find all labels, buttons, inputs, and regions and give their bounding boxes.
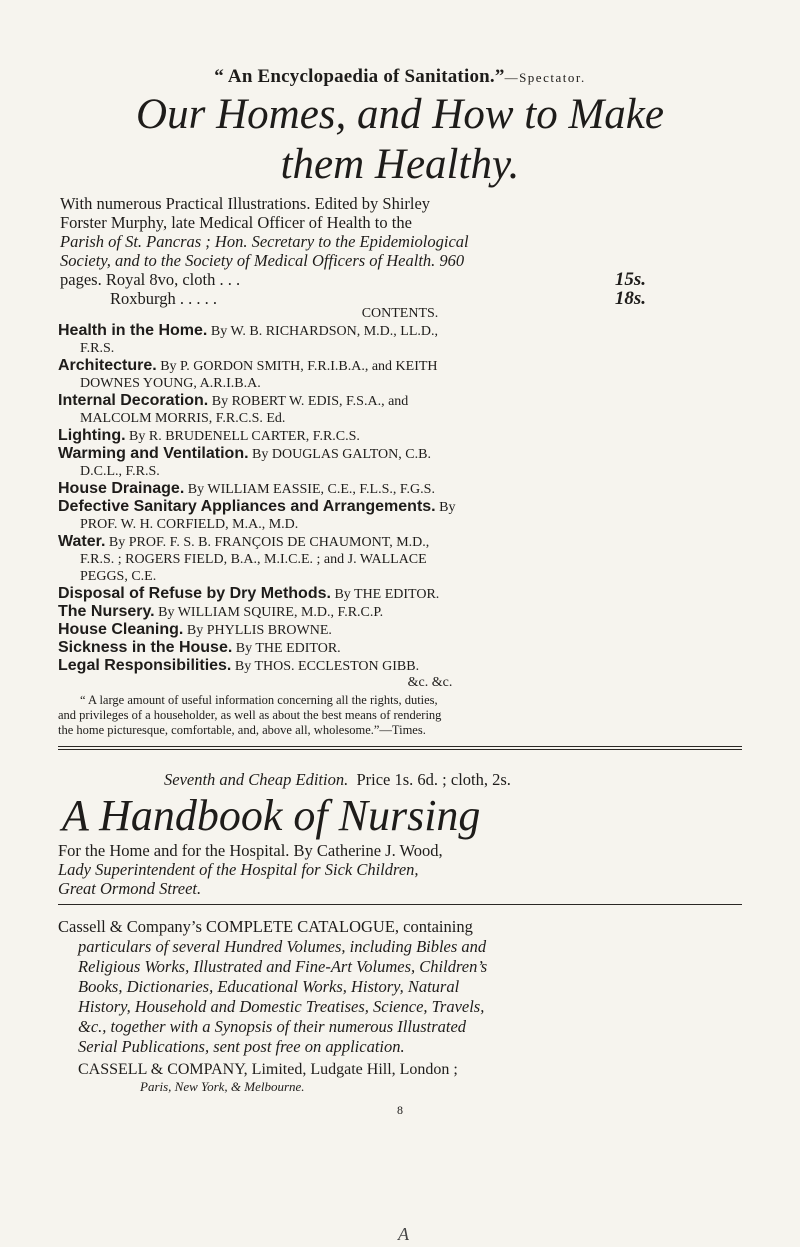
catalogue-line-7: Serial Publications, sent post free on application. (78, 1037, 405, 1056)
contents-entry-author: By W. B. RICHARDSON, M.D., LL.D., (210, 324, 438, 339)
contents-entry-author: By P. GORDON SMITH, F.R.I.B.A., and KEITH (160, 359, 438, 374)
nursing-title: A Handbook of Nursing (62, 791, 481, 840)
nursing-desc-line-2: Lady Superintendent of the Hospital for Sick Children, (58, 860, 419, 879)
contents-entry (58, 603, 742, 621)
catalogue-notice (58, 917, 742, 1057)
book-description (58, 194, 742, 308)
contents-entry (58, 322, 742, 357)
times-review-line-1: “ A large amount of useful information concerning all the rights, duties, (80, 693, 438, 707)
contents-entry-heading: Architecture. (58, 357, 157, 374)
contents-entry-author: By (439, 500, 456, 515)
contents-entry (58, 392, 742, 427)
catalogue-line-1: Cassell & Company’s COMPLETE CATALOGUE, containing (58, 917, 473, 936)
contents-entry-author-cont: F.R.S. ; ROGERS FIELD, B.A., M.I.C.E. ; and J. WALLACE (80, 552, 427, 567)
times-review-line-3: the home picturesque, comfortable, and, above all, wholesome.”—Times. (58, 723, 426, 737)
contents-entry (58, 357, 742, 392)
contents-entry-heading: Disposal of Refuse by Dry Methods. (58, 585, 331, 602)
times-review-line-2: and privileges of a householder, as well as about the best means of rendering (58, 708, 442, 722)
contents-entry-heading: Lighting. (58, 427, 126, 444)
publisher-line: CASSELL & COMPANY, Limited, Ludgate Hill, London ; (78, 1061, 458, 1078)
description-line-2: Forster Murphy, late Medical Officer of Health to the (60, 213, 412, 232)
contents-entry-author-cont: D.C.L., F.R.S. (80, 464, 160, 479)
contents-entry-heading: Defective Sanitary Appliances and Arrangements. (58, 498, 436, 515)
contents-entry-heading: The Nursery. (58, 603, 155, 620)
contents-entry (58, 498, 742, 533)
contents-entry (58, 445, 742, 480)
contents-entry-heading: House Drainage. (58, 480, 185, 497)
catalogue-line-5: History, Household and Domestic Treatises, Science, Travels, (78, 997, 485, 1016)
contents-entry (58, 621, 742, 639)
nursing-book (58, 770, 742, 898)
description-line-1: With numerous Practical Illustrations. Edited by Shirley (60, 194, 431, 213)
contents-entry-author-cont: DOWNES YOUNG, A.R.I.B.A. (80, 376, 261, 391)
catalogue-line-6: &c., together with a Synopsis of their numerous Illustrated (78, 1017, 467, 1036)
contents-entry-heading: Legal Responsibilities. (58, 657, 232, 674)
contents-entry-author: By PHYLLIS BROWNE. (186, 623, 332, 638)
contents-entry-author: By WILLIAM EASSIE, C.E., F.L.S., F.G.S. (187, 482, 435, 497)
section-divider-3 (58, 904, 742, 905)
contents-entry-author-cont: PEGGS, C.E. (80, 569, 157, 584)
contents-entry (58, 533, 742, 585)
header-quote (58, 66, 742, 88)
contents-entry-author-cont: PROF. W. H. CORFIELD, M.A., M.D. (80, 517, 299, 532)
contents-entry-author: By THE EDITOR. (334, 587, 440, 602)
contents-entry-author: By DOUGLAS GALTON, C.B. (252, 447, 431, 462)
catalogue-line-2: particulars of several Hundred Volumes, including Bibles and (78, 937, 487, 956)
section-divider-2 (58, 749, 742, 750)
section-divider (58, 746, 742, 747)
book-title-line-2: them Healthy. (280, 141, 520, 188)
catalogue-line-3: Religious Works, Illustrated and Fine-Art Volumes, Children’s (78, 957, 488, 976)
quote-source: —Spectator. (504, 70, 586, 85)
contents-etc: &c. &c. (407, 675, 453, 690)
price-line-cloth (58, 270, 742, 289)
contents-entry-author: By ROBERT W. EDIS, F.S.A., and (211, 394, 409, 409)
nursing-edition: Seventh and Cheap Edition. (164, 770, 349, 789)
contents-entry-author: By R. BRUDENELL CARTER, F.R.C.S. (129, 429, 360, 444)
page-number: 8 (397, 1103, 403, 1117)
contents-entry (58, 657, 742, 675)
description-line-4: Society, and to the Society of Medical Officers of Health. 960 (60, 251, 465, 270)
signature-mark: A (398, 1224, 409, 1244)
contents-entry-heading: Sickness in the House. (58, 639, 233, 656)
price-cloth: 15s. (614, 269, 646, 290)
nursing-desc-line-3: Great Ormond Street. (58, 879, 202, 898)
catalogue-line-4: Books, Dictionaries, Educational Works, History, Natural (78, 977, 460, 996)
contents-entry-heading: Health in the Home. (58, 322, 208, 339)
contents-entry-author: By THE EDITOR. (235, 641, 341, 656)
contents-heading: CONTENTS. (361, 306, 439, 321)
contents-entry-author: By PROF. F. S. B. FRANÇOIS DE CHAUMONT, M.D., (108, 535, 430, 550)
publisher-cities: Paris, New York, & Melbourne. (140, 1079, 305, 1094)
contents-entry (58, 480, 742, 498)
contents-entry-heading: Internal Decoration. (58, 392, 209, 409)
book-title-line-1: Our Homes, and How to Make (136, 91, 664, 138)
binding-roxburgh: Roxburgh . . . . . (110, 289, 217, 308)
quote-text: “ An Encyclopaedia of Sanitation.” (214, 66, 505, 87)
nursing-desc-line-1: For the Home and for the Hospital. By Catherine J. Wood, (58, 841, 443, 860)
contents-entry (58, 585, 742, 603)
contents-entry-heading: Water. (58, 533, 106, 550)
description-line-3: Parish of St. Pancras ; Hon. Secretary to the Epidemiological (60, 232, 469, 251)
contents-entry-author-cont: MALCOLM MORRIS, F.R.C.S. Ed. (80, 411, 286, 426)
contents-list (58, 322, 742, 675)
binding-cloth: pages. Royal 8vo, cloth . . . (60, 270, 241, 289)
book-title (58, 90, 742, 190)
times-review (58, 693, 742, 738)
contents-entry (58, 427, 742, 445)
price-roxburgh: 18s. (614, 288, 646, 309)
nursing-price: Price 1s. 6d. ; cloth, 2s. (356, 770, 511, 789)
contents-entry-heading: Warming and Ventilation. (58, 445, 249, 462)
nursing-edition-line (58, 770, 742, 789)
contents-entry-author: By WILLIAM SQUIRE, M.D., F.R.C.P. (158, 605, 384, 620)
contents-entry-author: By THOS. ECCLESTON GIBB. (234, 659, 420, 674)
contents-entry (58, 639, 742, 657)
contents-entry-heading: House Cleaning. (58, 621, 184, 638)
contents-entry-author-cont: F.R.S. (80, 341, 115, 356)
